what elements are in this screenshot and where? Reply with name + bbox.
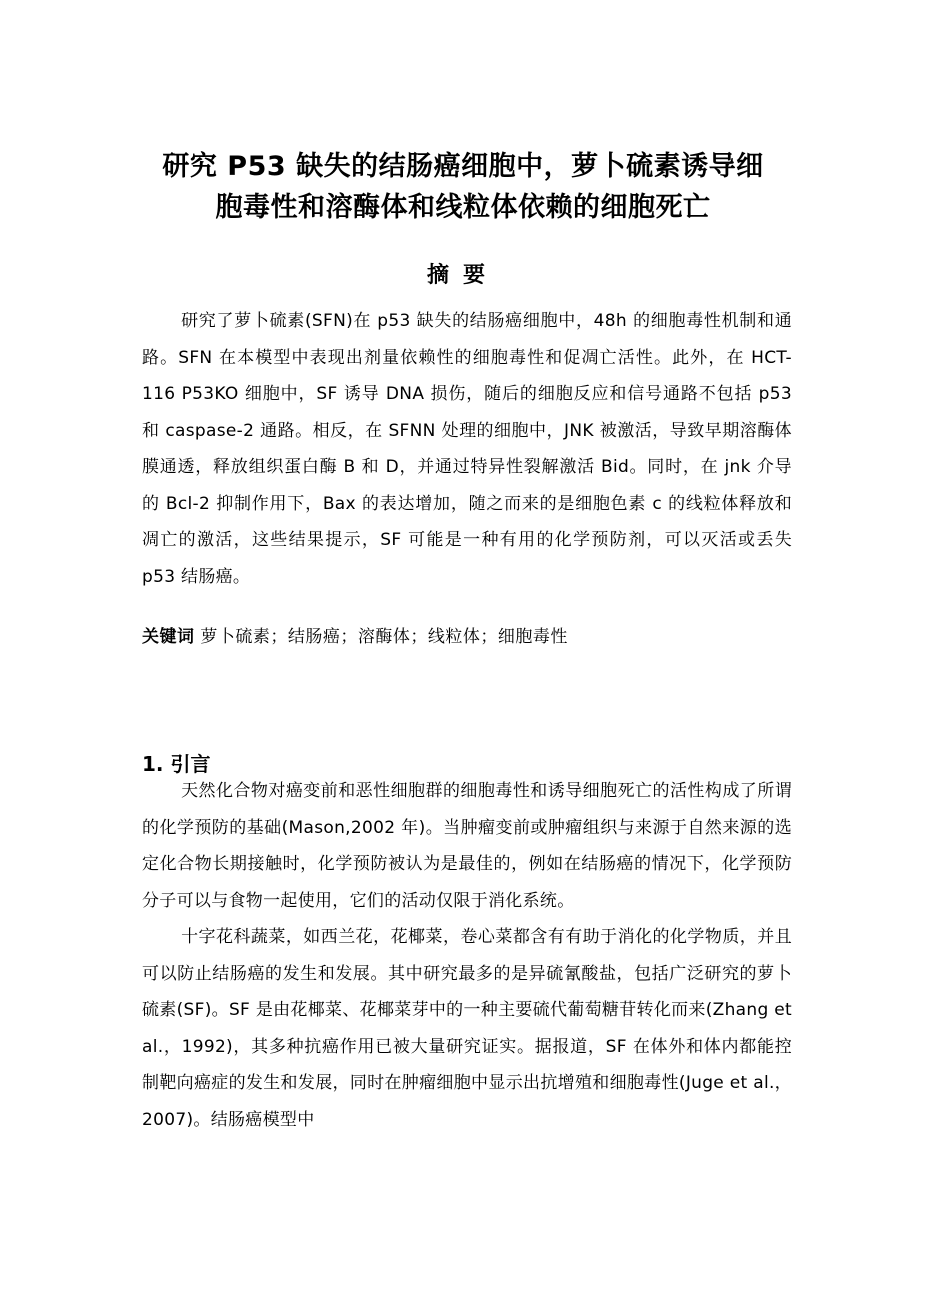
abstract-heading: 摘要 [426, 263, 499, 288]
introduction-paragraph-1: 天然化合物对癌变前和恶性细胞群的细胞毒性和诱导细胞死亡的活性构成了所谓的化学预防的基础(Mason,2002 年)。当肿瘤变前或肿瘤组织与来源于自然来源的选定化合物长期接触时，化学预防被认为是最佳的，例如在结肠癌的情况下，化学预防分子可以与食物一起使用，它们的活动仅限于消化系统。 [142, 781, 792, 911]
abstract-body [142, 303, 792, 595]
section-heading-introduction: 1. 引言 [142, 752, 211, 776]
introduction-body [142, 773, 792, 1138]
abstract-paragraph: 研究了萝卜硫素(SFN)在 p53 缺失的结肠癌细胞中，48h 的细胞毒性机制和通路。SFN 在本模型中表现出剂量依赖性的细胞毒性和促凋亡活性。此外，在 HCT-116 P53KO 细胞中，SF 诱导 DNA 损伤，随后的细胞反应和信号通路不包括 p53 和 caspase-2 通路。相反，在 SFNN 处理的细胞中，JNK 被激活，导致早期溶酶体膜通透，释放组织蛋白酶 B 和 D，并通过特异性裂解激活 Bid。同时，在 jnk 介导的 Bcl-2 抑制作用下，Bax 的表达增加，随之而来的是细胞色素 c 的线粒体释放和凋亡的激活，这些结果提示，SF 可能是一种有用的化学预防剂，可以灭活或丢失 p53 结肠癌。 [142, 311, 792, 587]
keywords-values: 萝卜硫素；结肠癌；溶酶体；线粒体；细胞毒性 [200, 627, 568, 647]
paper-title-line-1: 研究 P53 缺失的结肠癌细胞中，萝卜硫素诱导细 [162, 151, 764, 182]
paper-title [100, 146, 826, 228]
paper-title-line-2: 胞毒性和溶酶体和线粒体依赖的细胞死亡 [215, 192, 711, 223]
keywords-label: 关键词 [142, 627, 195, 647]
introduction-paragraph-2: 十字花科蔬菜，如西兰花，花椰菜，卷心菜都含有有助于消化的化学物质，并且可以防止结肠癌的发生和发展。其中研究最多的是异硫氰酸盐，包括广泛研究的萝卜硫素(SF)。SF 是由花椰菜、花椰菜芽中的一种主要硫代葡萄糖苷转化而来(Zhang et al.，1992)，其多种抗癌作用已被大量研究证实。据报道，SF 在体外和体内都能控制靶向癌症的发生和发展，同时在肿瘤细胞中显示出抗增殖和细胞毒性(Juge et al.，2007)。结肠癌模型中 [142, 927, 792, 1130]
keywords [142, 622, 568, 647]
